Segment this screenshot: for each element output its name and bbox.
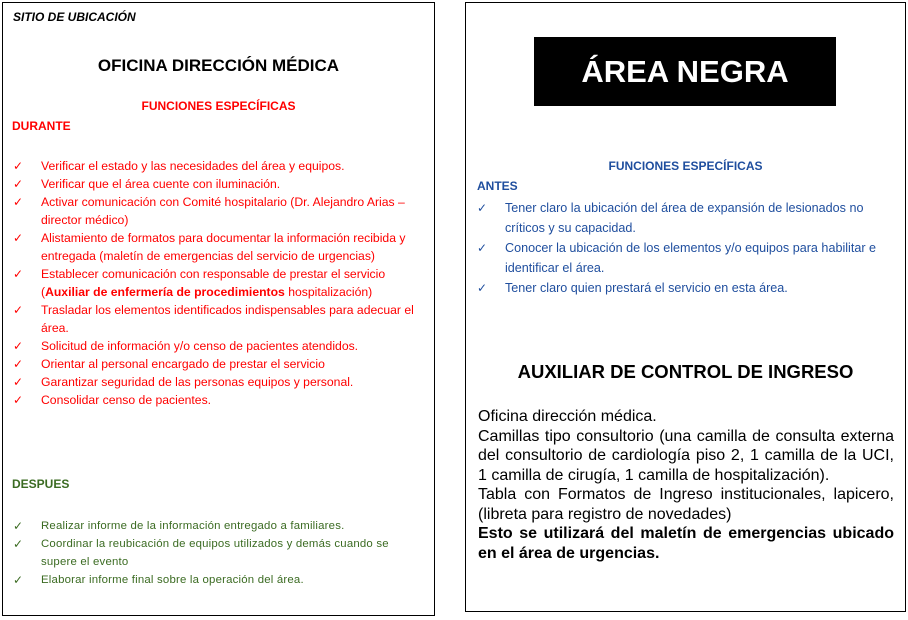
after-list — [13, 517, 418, 589]
check-icon: ✓ — [13, 303, 24, 317]
check-icon: ✓ — [13, 177, 24, 191]
list-item: ✓ Orientar al personal encargado de prestar el servicio — [13, 357, 325, 371]
before-list — [477, 198, 887, 298]
check-icon: ✓ — [13, 357, 24, 371]
list-item: ✓ Tener claro la ubicación del área de expansión de lesionados no críticos y su capacidad. — [477, 198, 887, 238]
list-item: ✓ Verificar el estado y las necesidades del área y equipos. — [13, 159, 345, 173]
list-item: ✓ Conocer la ubicación de los elementos y/o equipos para habilitar e identificar el área. — [477, 238, 887, 278]
area-title: ÁREA NEGRA — [581, 53, 789, 89]
before-heading: ANTES — [477, 179, 518, 193]
list-item: ✓ Activar comunicación con Comité hospitalario (Dr. Alejandro Arias – director médico) — [13, 195, 405, 227]
site-label: SITIO DE UBICACIÓN — [13, 10, 136, 24]
check-icon: ✓ — [13, 573, 24, 587]
body-bold-note: Esto se utilizará del maletín de emergencias ubicado en el área de urgencias. — [478, 525, 894, 562]
check-icon: ✓ — [13, 519, 24, 533]
check-icon: ✓ — [13, 195, 24, 209]
list-item: ✓ Verificar que el área cuente con iluminación. — [13, 177, 281, 191]
list-item: ✓ Coordinar la reubicación de equipos utilizados y demás cuando se supere el evento — [13, 537, 389, 568]
check-icon: ✓ — [13, 537, 24, 551]
office-title: OFICINA DIRECCIÓN MÉDICA — [97, 56, 340, 75]
area-title-box — [534, 37, 836, 106]
list-item: ✓ Elaborar informe final sobre la operación del área. — [13, 573, 304, 587]
check-icon: ✓ — [13, 267, 24, 281]
check-icon: ✓ — [13, 375, 24, 389]
check-icon: ✓ — [13, 339, 24, 353]
functions-title: FUNCIONES ESPECÍFICAS — [141, 99, 296, 113]
list-item: ✓ Realizar informe de la información entregado a familiares. — [13, 519, 345, 533]
check-icon: ✓ — [477, 201, 488, 215]
functions-title: FUNCIONES ESPECÍFICAS — [608, 159, 763, 173]
during-list — [13, 157, 418, 409]
aux-title: AUXILIAR DE CONTROL DE INGRESO — [517, 361, 854, 382]
list-item: ✓ Garantizar seguridad de las personas equipos y personal. — [13, 375, 354, 389]
list-item: ✓ Alistamiento de formatos para documentar la información recibida y entregada (maletín de emergencias del servicio de urgencias) — [13, 231, 406, 263]
check-icon: ✓ — [13, 159, 24, 173]
body-paragraph: Tabla con Formatos de Ingreso institucionales, lapicero, (libreta para registro de novedades) — [478, 486, 894, 523]
body-paragraph: Camillas tipo consultorio (una camilla de consulta externa del consultorio de cardiología piso 2, 1 camilla de la UCI, 1 camilla de cirugía, 1 camilla de hospitalización). — [478, 427, 894, 484]
body-paragraph: Oficina dirección médica. — [478, 408, 657, 425]
after-heading: DESPUES — [12, 477, 70, 491]
list-item: ✓ Tener claro quien prestará el servicio en esta área. — [477, 278, 887, 298]
check-icon: ✓ — [477, 241, 488, 255]
list-item: ✓ Trasladar los elementos identificados indispensables para adecuar el área. — [13, 303, 414, 335]
aux-body — [478, 407, 894, 563]
during-heading: DURANTE — [12, 119, 71, 133]
list-item: ✓ Consolidar censo de pacientes. — [13, 393, 212, 407]
check-icon: ✓ — [13, 231, 24, 245]
check-icon: ✓ — [13, 393, 24, 407]
right-panel — [465, 2, 906, 612]
left-panel — [2, 2, 435, 616]
list-item: ✓ Establecer comunicación con responsable de prestar el servicio (Auxiliar de enfermería de procedimientos hospitalización) — [13, 267, 386, 299]
list-item: ✓ Solicitud de información y/o censo de pacientes atendidos. — [13, 339, 359, 353]
check-icon: ✓ — [477, 281, 488, 295]
